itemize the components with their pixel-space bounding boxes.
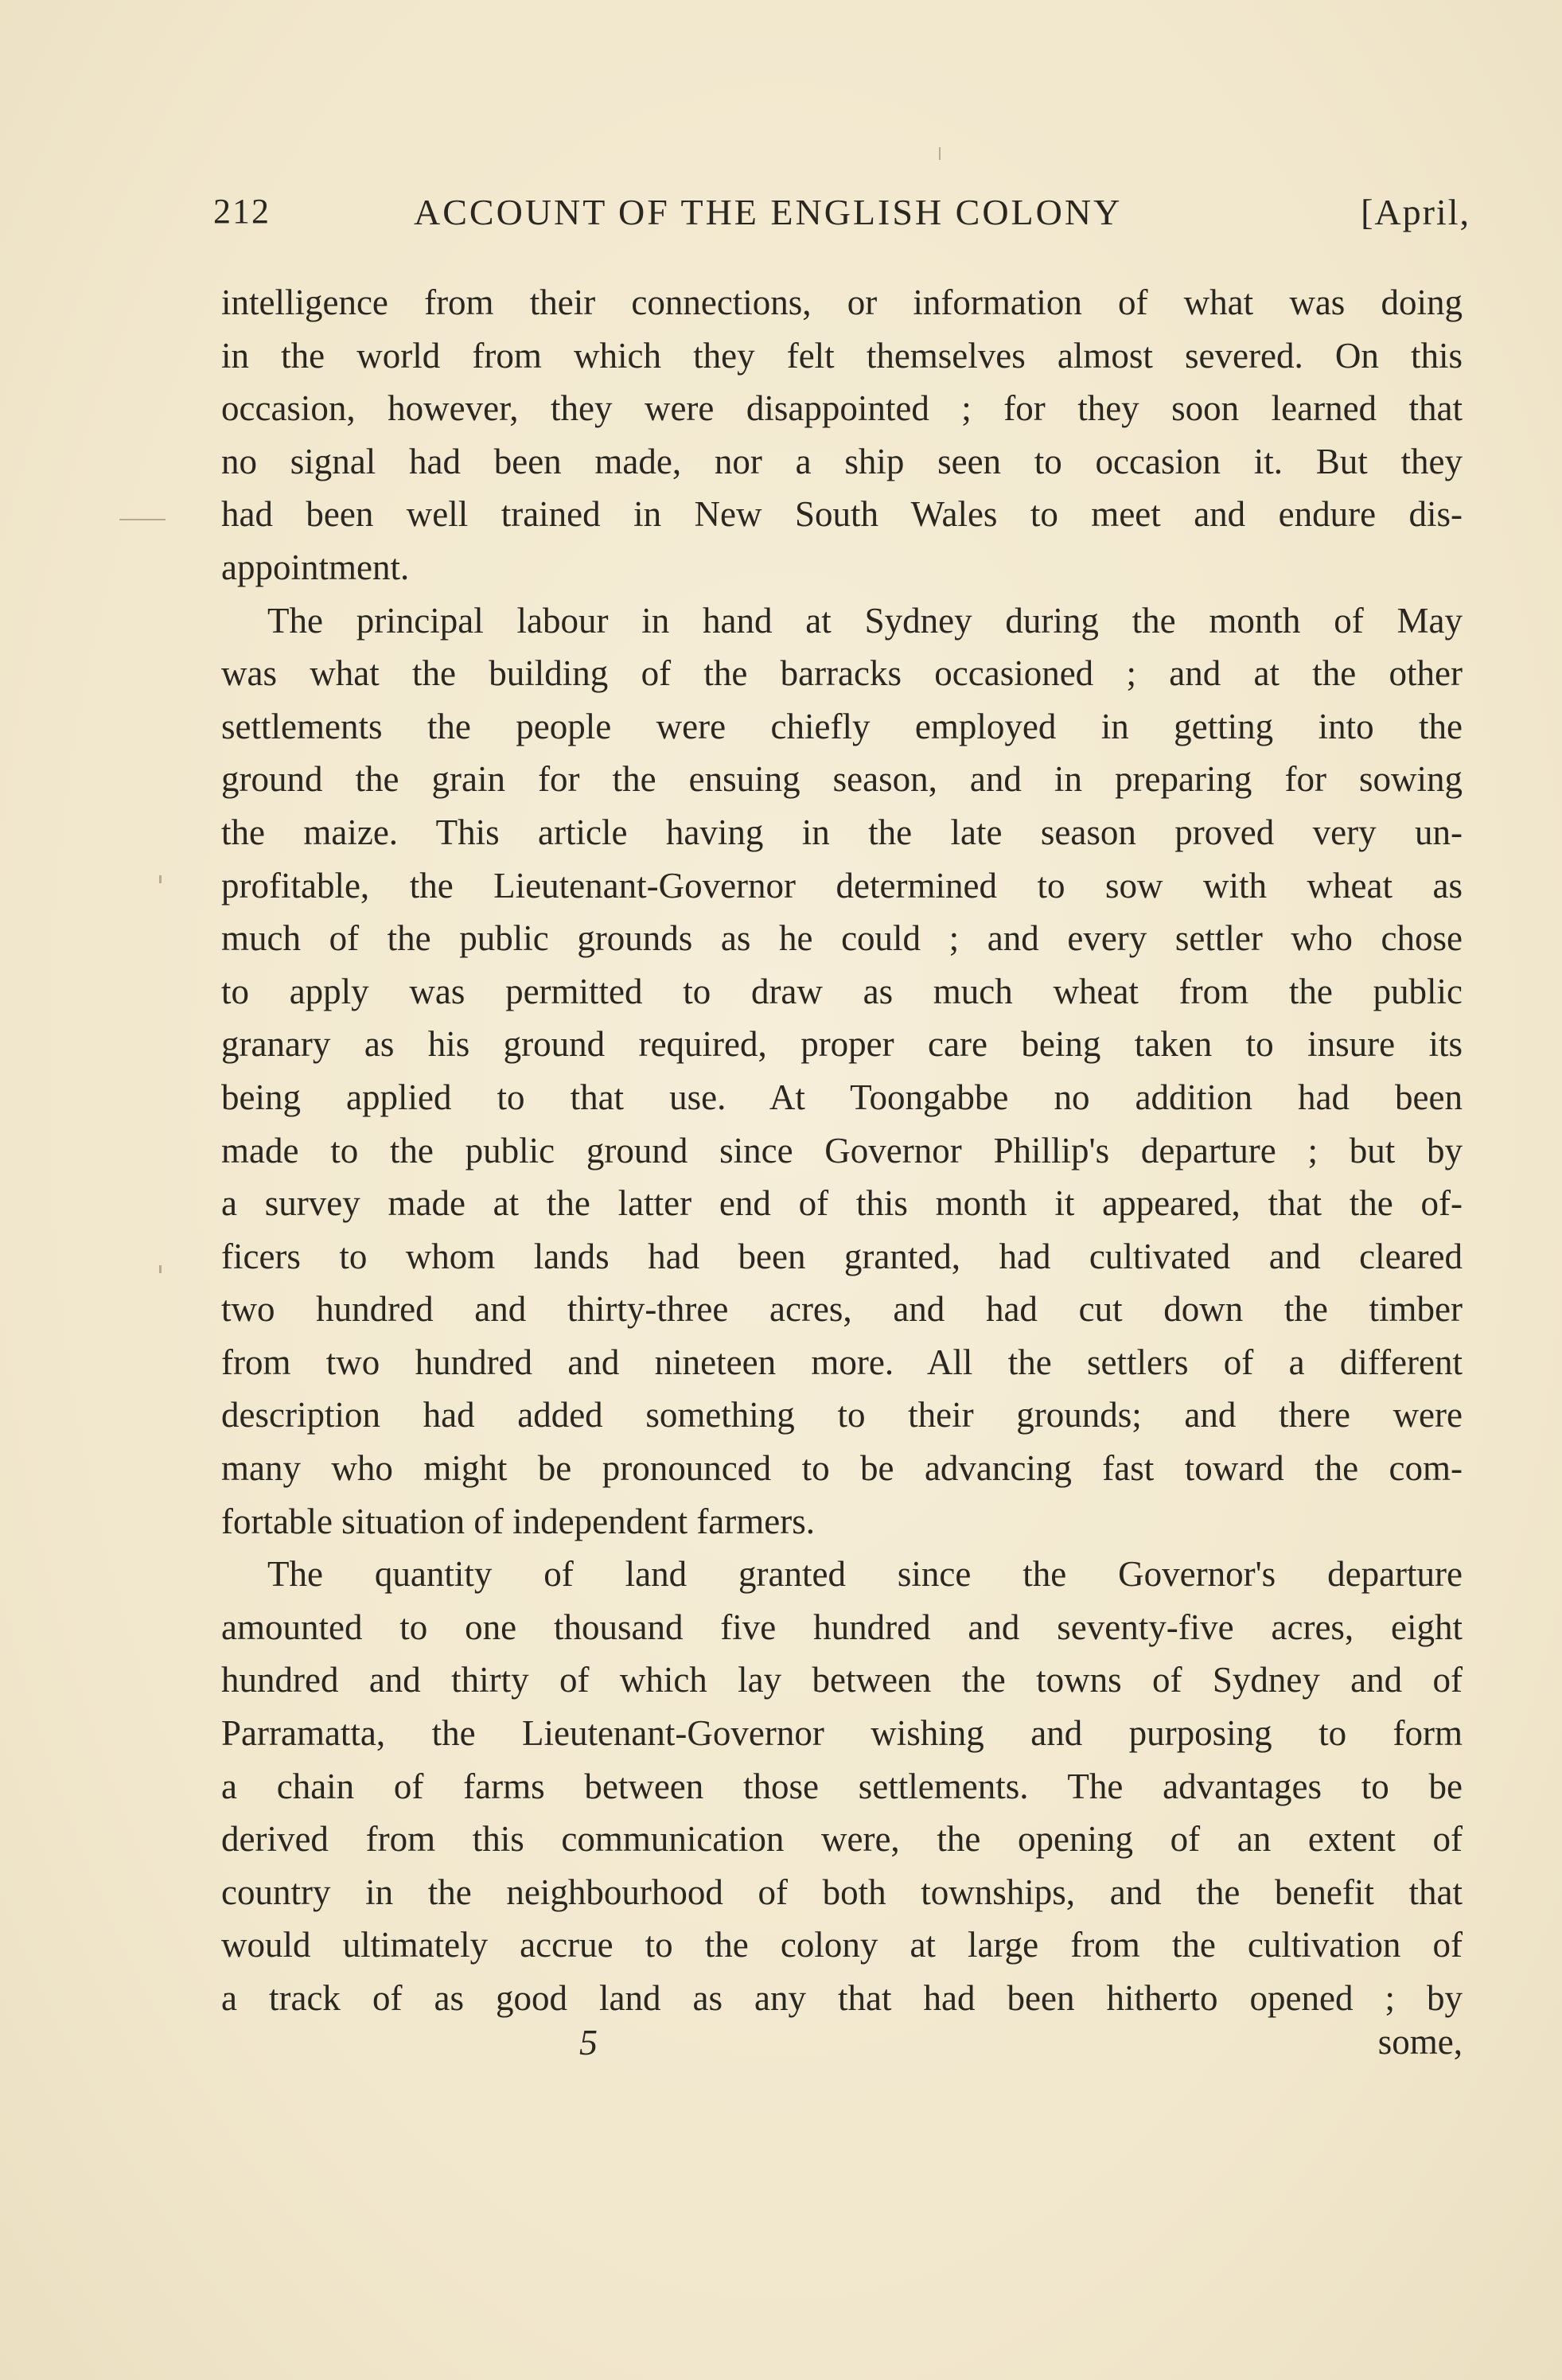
text-line: occasion, however, they were disappointed ; for they soon learned that bbox=[221, 388, 1463, 429]
text-line: Parramatta, the Lieutenant-Governor wishing and purposing to form bbox=[221, 1713, 1463, 1754]
text-line: granary as his ground required, proper care being taken to insure its bbox=[221, 1024, 1463, 1065]
text-line: to apply was permitted to draw as much wheat from the public bbox=[221, 971, 1463, 1011]
text-line: much of the public grounds as he could ; and every settler who chose bbox=[221, 918, 1463, 959]
body-text bbox=[221, 276, 1463, 2025]
text-line: The principal labour in hand at Sydney during the month of May bbox=[267, 600, 1463, 641]
page-header bbox=[213, 191, 1470, 247]
text-line: a track of as good land as any that had been hitherto opened ; by bbox=[221, 1978, 1463, 2018]
text-line: from two hundred and nineteen more. All the settlers of a different bbox=[221, 1342, 1463, 1382]
text-line: ground the grain for the ensuing season, and in preparing for sowing bbox=[221, 759, 1463, 800]
text-line: derived from this communication were, the opening of an extent of bbox=[221, 1819, 1463, 1860]
text-line: settlements the people were chiefly employed in getting into the bbox=[221, 706, 1463, 746]
text-line: a survey made at the latter end of this month it appeared, that the of- bbox=[221, 1183, 1463, 1224]
text-line: two hundred and thirty-three acres, and had cut down the timber bbox=[221, 1289, 1463, 1330]
text-line: many who might be pronounced to be advancing fast toward the com- bbox=[221, 1448, 1463, 1489]
text-line: appointment. bbox=[221, 547, 410, 587]
signature-mark: 5 bbox=[579, 2022, 598, 2063]
text-line: country in the neighbourhood of both townships, and the benefit that bbox=[221, 1872, 1463, 1912]
text-line: description had added something to their grounds; and there were bbox=[221, 1395, 1463, 1435]
margin-mark bbox=[159, 875, 162, 883]
text-line: hundred and thirty of which lay between the towns of Sydney and of bbox=[221, 1660, 1463, 1700]
margin-mark bbox=[939, 147, 941, 160]
text-line: ficers to whom lands had been granted, had cultivated and cleared bbox=[221, 1236, 1463, 1276]
text-line: no signal had been made, nor a ship seen to occasion it. But they bbox=[221, 441, 1463, 481]
text-line: was what the building of the barracks occasioned ; and at the other bbox=[221, 653, 1463, 694]
page-number: 212 bbox=[213, 192, 271, 231]
text-line: profitable, the Lieutenant-Governor determined to sow with wheat as bbox=[221, 865, 1463, 906]
text-line: intelligence from their connections, or information of what was doing bbox=[221, 282, 1463, 322]
text-line: in the world from which they felt themselves almost severed. On this bbox=[221, 335, 1463, 376]
catchword: some, bbox=[1377, 2022, 1463, 2062]
text-line: the maize. This article having in the late season proved very un- bbox=[221, 812, 1463, 852]
text-line: amounted to one thousand five hundred and seventy-five acres, eight bbox=[221, 1607, 1463, 1647]
text-line: The quantity of land granted since the Governor's departure bbox=[267, 1554, 1463, 1595]
text-line: a chain of farms between those settlements. The advantages to be bbox=[221, 1766, 1463, 1806]
margin-mark bbox=[159, 1265, 162, 1273]
text-line: fortable situation of independent farmers. bbox=[221, 1501, 815, 1541]
header-date: [April, bbox=[1361, 192, 1470, 232]
page-footer bbox=[221, 2021, 1463, 2077]
text-line: had been well trained in New South Wales to meet and endure dis- bbox=[221, 494, 1463, 535]
text-line: would ultimately accrue to the colony at large from the cultivation of bbox=[221, 1925, 1463, 1965]
text-line: being applied to that use. At Toongabbe no addition had been bbox=[221, 1077, 1463, 1117]
running-title: ACCOUNT OF THE ENGLISH COLONY bbox=[414, 192, 1123, 232]
text-line: made to the public ground since Governor Phillip's departure ; but by bbox=[221, 1130, 1463, 1171]
margin-mark bbox=[119, 519, 166, 520]
